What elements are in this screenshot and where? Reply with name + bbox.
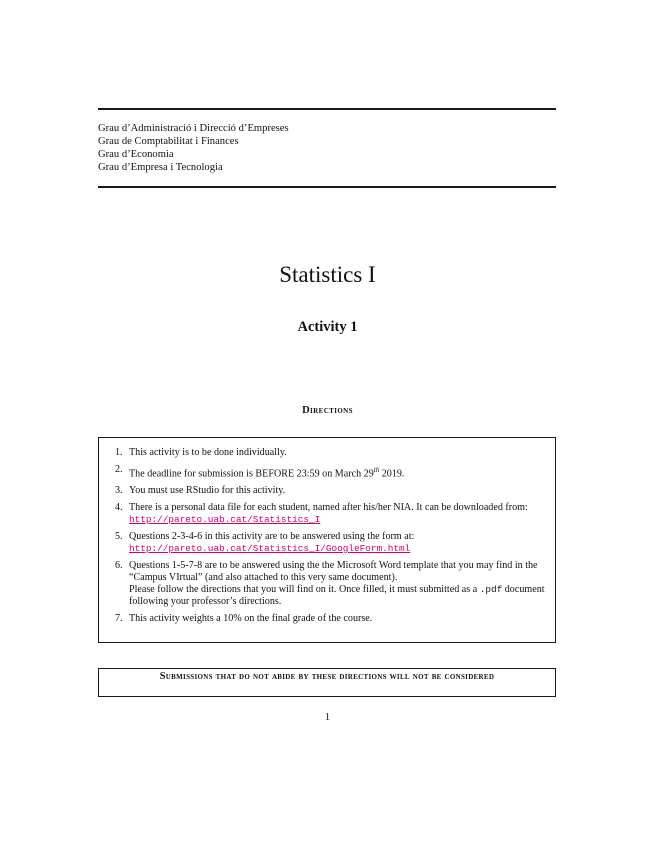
direction-item	[99, 531, 555, 555]
item-text: There is a personal data file for each student, named after his/her NIA. It can be downloaded from:	[129, 501, 528, 513]
degree-item: Grau d’Empresa i Tecnologia	[98, 162, 223, 173]
warning-box	[98, 668, 556, 697]
item-number: 2.	[115, 463, 123, 475]
directions-box	[98, 437, 556, 643]
item-text: The deadline for submission is BEFORE 23:59 on March 29	[129, 468, 374, 480]
pdf-code: .pdf	[479, 584, 503, 596]
document-subtitle: Activity 1	[297, 319, 358, 335]
direction-item	[99, 447, 555, 459]
item-number: 1.	[115, 447, 123, 458]
degree-list	[98, 122, 289, 174]
item-text: document following your professor’s directions.	[129, 584, 545, 608]
directions-list	[99, 447, 555, 630]
direction-item	[99, 464, 555, 481]
item-text: Questions 2-3-4-6 in this activity are to be answered using the form at:	[129, 530, 415, 542]
item-number: 7.	[115, 613, 123, 625]
degree-item: Grau d’Administració i Direcció d’Empreses	[98, 123, 289, 134]
item-text: This activity weights a 10% on the final grade of the course.	[129, 613, 373, 625]
page-number: 1	[324, 712, 331, 723]
item-text: 2019.	[379, 468, 405, 480]
direction-item	[99, 485, 555, 497]
degree-item: Grau d’Economia	[98, 149, 174, 160]
item-number: 6.	[115, 559, 123, 571]
warning-text: Submissions that do not abide by these directions will not be considered	[159, 671, 495, 682]
google-form-link[interactable]: http://pareto.uab.cat/Statistics_I/GoogleForm.html	[129, 542, 411, 554]
item-number: 4.	[115, 501, 123, 513]
directions-heading: Directions	[302, 405, 353, 416]
item-text: Questions 1-5-7-8 are to be answered using the the Microsoft Word template that you may find in the “Campus VIrtual” (and also attached to this very same document).	[129, 559, 538, 583]
direction-item	[99, 502, 555, 526]
document-title: Statistics I	[279, 262, 376, 287]
item-number: 5.	[115, 530, 123, 542]
top-rule	[98, 108, 556, 110]
item-text: This activity is to be done individually.	[129, 447, 287, 458]
item-text: Please follow the directions that you will find on it. Once filled, it must submitted as a	[129, 584, 480, 596]
header-bottom-rule	[98, 186, 556, 188]
data-file-link[interactable]: http://pareto.uab.cat/Statistics_I	[129, 513, 321, 525]
direction-item	[99, 613, 555, 625]
item-text: You must use RStudio for this activity.	[129, 484, 286, 496]
date-superscript: th	[373, 465, 380, 474]
direction-item	[99, 560, 555, 609]
degree-item: Grau de Comptabilitat i Finances	[98, 136, 239, 147]
item-number: 3.	[115, 484, 123, 496]
